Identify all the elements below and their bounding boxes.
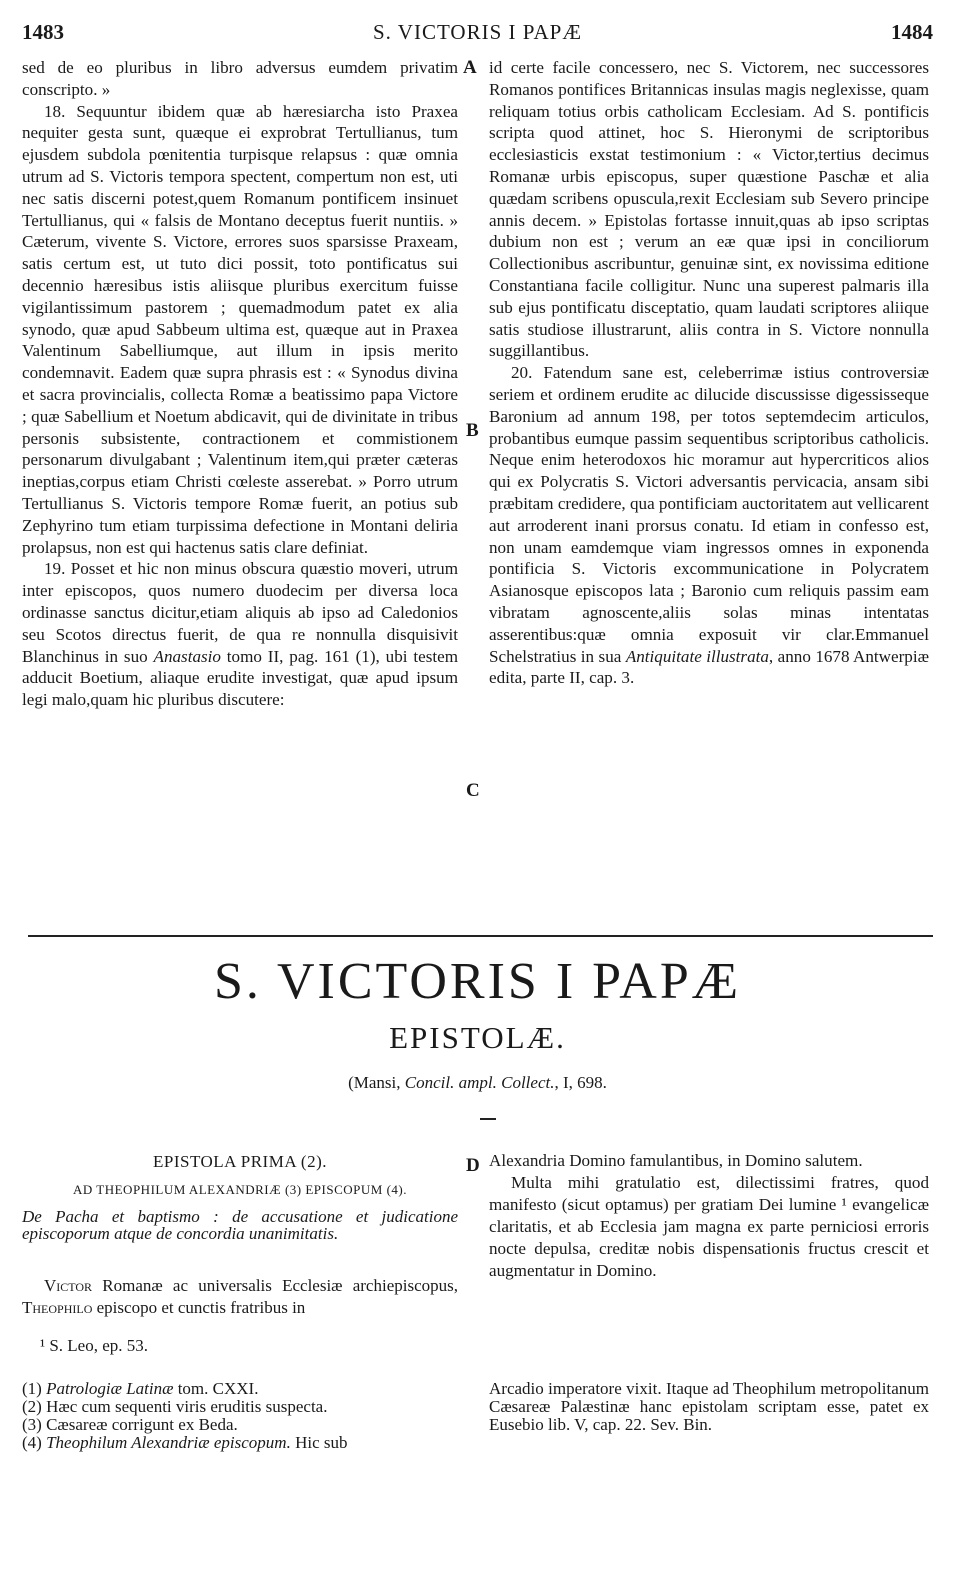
margin-letter-b: B (466, 420, 479, 441)
epistles-subtitle: EPISTOLÆ. (389, 1020, 566, 1055)
note-4-italic: Theophilum Alexandriæ episcopum. (46, 1433, 291, 1452)
title-dash (480, 1118, 496, 1120)
right-column (489, 57, 929, 689)
page-number-right: 1484 (891, 20, 933, 44)
epistola-right-paragraph-2: Multa mihi gratulatio est, dilectissimi fratres, quod manifesto (sicut optamus) per gratiam Dei lumine ¹ evangelicæ claritatis, et ab Ecclesia jam magna ex parte perniciosi erroris nocte depulsa, creditæ nobis dispensationis fructus crescit et augmentatur in Domino. (489, 1173, 929, 1280)
paragraph-19-text-b: tomo II, pag. 161 (1), ubi testem adducit Boetium, aliaque erudite investigat, quæ apud ipsum legi malo,quam hic pluribus discutere: (22, 646, 458, 710)
epistola-description: De Pacha et baptismo : de accusatione et judicatione episcoporum atque de concordia unanimitatis. (22, 1207, 458, 1243)
salutation-text-2: episcopo et cunctis fratribus in (92, 1298, 306, 1317)
left-column (22, 57, 458, 711)
note-3: (3) Cæsareæ corrigunt ex Beda. (22, 1415, 238, 1434)
notes-right: Arcadio imperatore vixit. Itaque ad Theophilum metropolitanum Cæsareæ Palæstinæ hanc epistolam scriptam esse, patet ex Eusebio lib. V, cap. 22. Sev. Bin. (489, 1379, 929, 1434)
epistola-footnote: ¹ S. Leo, ep. 53. (40, 1336, 149, 1355)
epistles-title: S. VICTORIS I PAPÆ (213, 953, 741, 1010)
note-4-number: (4) (22, 1433, 47, 1452)
left-paragraph-continuation: sed de eo pluribus in libro adversus eumdem privatim conscripto. » (22, 58, 458, 99)
source-text-b: , I, 698. (554, 1073, 607, 1092)
sender-name: Victor (44, 1276, 93, 1295)
paragraph-20 (489, 362, 929, 689)
source-text-a: (Mansi, (348, 1073, 405, 1092)
paragraph-19-text-a: 19. Posset et hic non minus obscura quæstio moveri, utrum inter episcopos, quos numero duodecim per diversa loca ordinasse sanctus dicitur,etiam aliquis ab ipso ad Caledonios seu Scotos directus fuerit, de qua re nonnulla disquisivit Blanchinus in suo (22, 559, 458, 666)
source-citation (0, 1073, 955, 1093)
source-work-title: Concil. ampl. Collect. (404, 1073, 555, 1092)
running-title: S. VICTORIS I PAPÆ (372, 20, 583, 44)
epistola-addressee: AD THEOPHILUM ALEXANDRIÆ (3) EPISCOPUM (4). (73, 1182, 407, 1197)
paragraph-19 (22, 558, 458, 711)
antiquitate-title: Antiquitate illustrata (625, 646, 769, 666)
epistola-right-body (489, 1150, 929, 1282)
right-paragraph-continuation: id certe facile concessero, nec S. Victorem, nec successores Romanos pontifices Britannicas insulas magis neglexisse, quam reliquam totius orbis catholicam Ecclesiam. Ad S. pontificis scripta quod attinet, hoc S. Hieronymi de scriptoribus ecclesiasticis exstat testimonium : « Victor,tertius decimus Romanæ urbis episcopus, super quæstione Paschæ et alia quædam scribens opuscula,rexit Ecclesiam sub Severo principe annis decem. » Epistolas fortasse innuit,quas ab ipso scriptas dubium non est ; verum an eæ quæ ipsi in conciliorum Collectionibus ascribuntur, genuinæ sint, ex novissima editione Constantiana facile colligitur. Nunc una superest palmaris illa sub ejus pontificatu disceptatio, quam laudati scriptores aliique satis studiose illustrarunt, aliis contra in S. Victore nonnulla suggillantibus. (489, 58, 929, 361)
margin-letter-a: A (463, 57, 477, 78)
epistola-right-paragraph-1: Alexandria Domino famulantibus, in Domino salutem. (489, 1151, 863, 1170)
anastasio-title: Anastasio (153, 646, 221, 666)
paragraph-20-text-b: , anno 1678 Antwerpiæ edita, parte II, cap. 3. (489, 646, 929, 688)
salutation-text-1: Romanæ ac universalis Ecclesiæ archiepiscopus, (92, 1276, 458, 1295)
epistola-heading: EPISTOLA PRIMA (2). (152, 1152, 327, 1171)
notes-left (22, 1380, 462, 1452)
page-header (0, 18, 955, 48)
margin-letter-d: D (466, 1155, 480, 1176)
note-4-text: Hic sub (290, 1433, 348, 1452)
note-1-number: (1) (22, 1379, 47, 1398)
margin-letter-c: C (466, 780, 480, 801)
recipient-name: Theophilo (22, 1298, 93, 1317)
note-4 (22, 1434, 462, 1452)
paragraph-18: 18. Sequuntur ibidem quæ ab hæresiarcha isto Praxea nequiter gesta sunt, quæque ei exprobrat Tertullianus, tum ejusdem subdola pœnitentia turpisque relapsus : quæ omnia utrum ad S. Victoris tempora spectent, compertum non est, uti nec satis discerni potest,quem Romanum pontificem insinuet Tertullianus, qui « falsis de Montano deceptus fuerit nuntiis. » Cæterum, vivente S. Victore, errores suos sparsisse Praxeam, satis certum est, ut tuto dici possit, toto pontificatus sui decennio hæresibus istis aliisque pluribus exercitum fuisse vigilantissimum pastorem ; quemadmodum patet ex alia synodo, quæ apud Sabbeum ultima est, quæque aut in Praxea Valentinum Sabelliumque, aut illum in ipsis merito condemnavit. Eadem quæ supra phrasis est : « Synodus divina et sacra provincialis, collecta Romæ a beatissimo papa Victore ; quæ Sabellium et Noetum abdicavit, qui de divinitate in tribus personis subsistente, contractionem et commistionem personarum divulgabant ; Valentinum item,qui præter cæteras ineptias,corpus etiam Christi cœleste asserebat. » Porro utrum Tertullianus S. Victoris tempore Romæ fuerit, an potius sub Zephyrino tum etiam turpissima defectione in Montani deliria prolapsus, non est qui hactenus satis clare definiat. (22, 101, 458, 557)
note-2: (2) Hæc cum sequenti viris eruditis suspecta. (22, 1397, 328, 1416)
section-divider-rule (28, 935, 933, 937)
epistola-salutation (22, 1275, 458, 1319)
note-1-text: tom. CXXI. (173, 1379, 259, 1398)
page-number-left: 1483 (22, 20, 64, 44)
note-1 (22, 1380, 462, 1398)
paragraph-20-text-a: 20. Fatendum sane est, celeberrimæ istius controversiæ seriem et ordinem erudite ac dilucide discussisse digessisseque Baronium ad annum 198, per totos septemdecim articulos, probantibus eumque passim sequentibus scriptoribus catholicis. Neque enim heterodoxos hic moramur aut hypercriticos alios qui ex Polycratis S. Victori adversantis pervicacia, ansam sibi præbitam credidere, qua pontificiam auctoritatem aut vellicarent aut arroderent inani prorsus conatu. Id etiam in confesso est, non unam eamdemque viam ingressos omnes in exponenda pontificia S. Victoris excommunicatione in Polycratem Asianosque episcopos lata ; Baronio cum reliquis passim eam vibratam agnoscente,aliis solas minas intentatas asserentibus:quæ omnia exposuit vir clar.Emmanuel Schelstratius in sua (489, 363, 929, 666)
note-1-title: Patrologiæ Latinæ (46, 1379, 174, 1398)
